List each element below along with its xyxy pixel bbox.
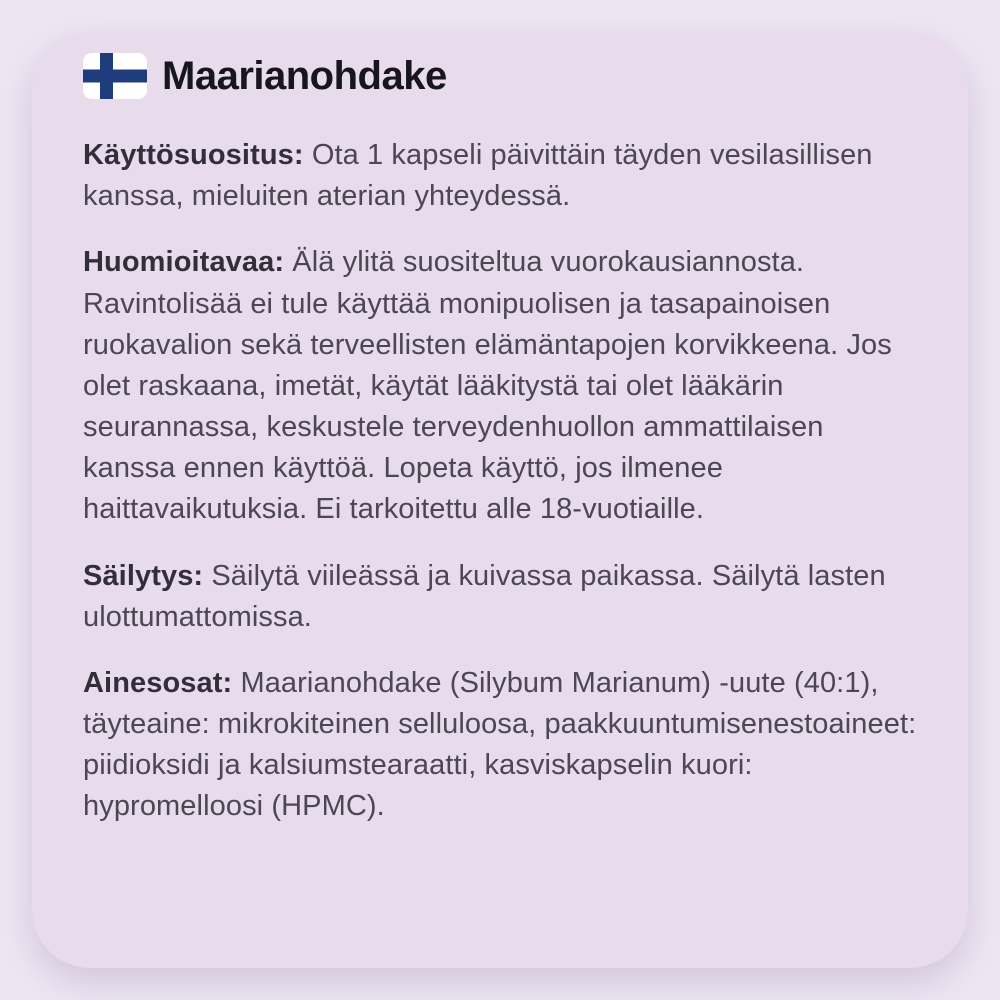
section-ingredients	[83, 663, 918, 828]
section-storage	[83, 556, 918, 638]
product-info-card	[32, 32, 968, 968]
section-usage-text: Ota 1 kapseli päivittäin täyden vesilasillisen kanssa, mieluiten aterian yhteydessä.	[83, 139, 873, 213]
card-header	[83, 53, 918, 99]
section-storage-text: Säilytä viileässä ja kuivassa paikassa. Säilytä lasten ulottumattomissa.	[83, 559, 886, 633]
finland-flag-icon	[83, 53, 147, 99]
section-warnings-label: Huomioitavaa:	[83, 246, 285, 279]
section-usage-label: Käyttösuositus:	[83, 139, 304, 171]
section-usage	[83, 135, 918, 217]
section-ingredients-text: Maarianohdake (Silybum Marianum) -uute (40:1), täyteaine: mikrokiteinen selluloosa, paakkuuntumisenestoaineet: piidioksidi ja kalsiumstearaatti, kasviskapselin kuori: hypromelloosi (HPMC).	[83, 666, 917, 823]
section-ingredients-label: Ainesosat:	[83, 666, 233, 699]
section-warnings	[83, 242, 918, 530]
section-storage-label: Säilytys:	[83, 559, 204, 592]
page-title: Maarianohdake	[162, 54, 447, 98]
section-warnings-text: Älä ylitä suositeltua vuorokausiannosta. Ravintolisää ei tule käyttää monipuolisen ja tasapainoisen ruokavalion sekä terveellisten elämäntapojen korvikkeena. Jos olet raskaana, imetät, käytät lääkitystä tai olet lääkärin seurannassa, keskustele terveydenhuollon ammattilaisen kanssa ennen käyttöä. Lopeta käyttö, jos ilmenee haittavaikutuksia. Ei tarkoitettu alle 18-vuotiaille.	[83, 246, 892, 526]
